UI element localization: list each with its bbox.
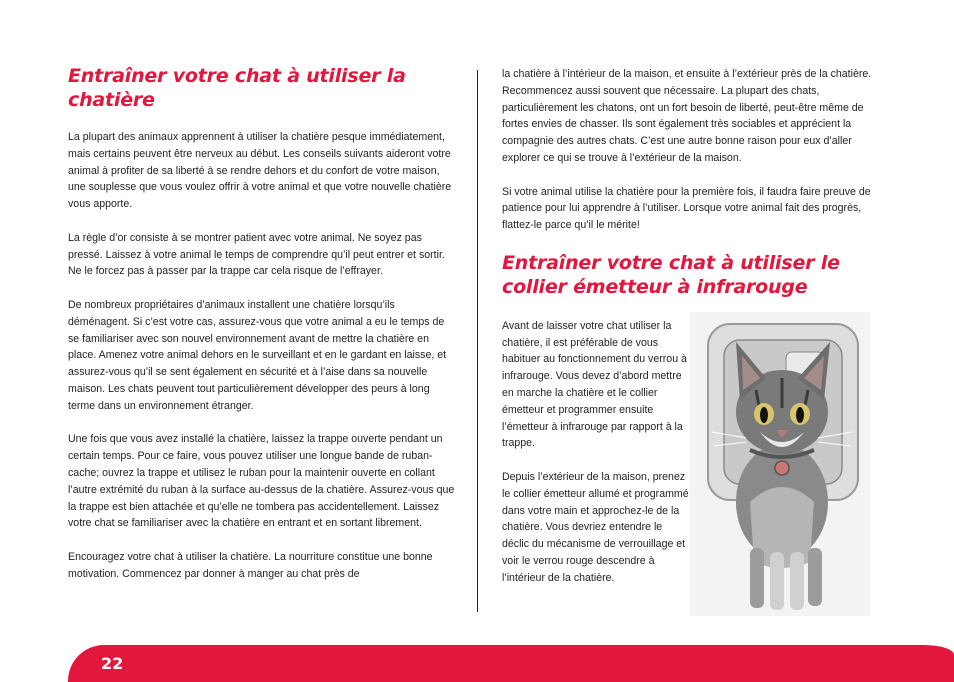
page-number: 22 (101, 654, 124, 673)
body-paragraph: La plupart des animaux apprennent à utiliser la chatière pesque immédiatement, mais certains peuvent être nerveux au début. Les conseils suivants aideront votre animal à profiter de sa liberté à se rendre dehors et du confort de votre maison, une souplesse que vous voulez offrir à votre animal et que votre nouvelle chatière vous apporte. (68, 131, 452, 211)
body-paragraph: La règle d’or consiste à se montrer patient avec votre animal. Ne soyez pas pressé. Laissez à votre animal le temps de comprendre qu’il peut entrer et sortir. Ne le forcez pas à passer par la trappe car cela risque de l’effrayer. (68, 231, 445, 278)
cat-figure-text (502, 318, 692, 587)
cat-figure-block (502, 318, 892, 587)
body-paragraph: la chatière à l’intérieur de la maison, et ensuite à l’extérieur près de la chatière. Recommencez aussi souvent que nécessaire. La plupart des chats, particulièrement les chatons, ont un fort besoin de liberté, peut-être même de fortes envies de chasser. Ils sont également très sociables et apprécient la compagnie des autres chats. C’est une autre bonne raison pour eux d’aller explorer ce qui se trouve à l’extérieur de la maison. (502, 68, 872, 164)
left-column (68, 64, 456, 599)
body-paragraph: Avant de laisser votre chat utiliser la chatière, il est préférable de vous habituer au fonctionnement du verrou à infrarouge. Vous devez d’abord mettre en marche la chatière et le collier émetteur et programmer ensuite l’émetteur à infrarouge par rapport à la trappe. (502, 319, 687, 450)
column-divider (477, 70, 478, 612)
body-paragraph: De nombreux propriétaires d’animaux installent une chatière lorsqu’ils déménagent. Si c’est votre cas, assurez-vous que votre animal a eu le temps de se familiariser avec son nouvel environnement avant de mettre la chatière en place. Amenez votre animal dehors en le surveillant et en le gardant en laisse, et assurez-vous qu’il se sent également en sécurité et à l’aise dans sa nouvelle maison. Les chats peuvent tout particulièrement développer des peurs à long terme dans un environnement étranger. (68, 298, 447, 412)
body-paragraph: Depuis l’extérieur de la maison, prenez le collier émetteur allumé et programmé dans votre main et approchez-le de la chatière. Vous devriez entendre le déclic du mécanisme de verrouillage et voir le verrou rouge descendre à l’intérieur de la chatière. (502, 470, 689, 584)
footer-band (68, 645, 954, 682)
body-paragraph: Une fois que vous avez installé la chatière, laissez la trappe ouverte pendant un certain temps. Pour ce faire, vous pouvez utiliser une longue bande de ruban-cache; ouvrez la trappe et utilisez le ruban pour la maintenir ouverte en collant l’autre extrémité du ruban à la surface au-dessus de la chatière. Assurez-vous que la trappe est bien attachée et qu’elle ne tombera pas accidentellement. Laissez votre chat se familiariser avec la chatière en entrant et en sortant librement. (68, 433, 455, 530)
right-column (502, 66, 892, 603)
cat-photo (690, 312, 870, 616)
section-heading-cat-flap: Entraîner votre chat à utiliser la chatière (68, 65, 406, 111)
section-heading-infrared-collar: Entraîner votre chat à utiliser le collier émetteur à infrarouge (502, 251, 840, 298)
body-paragraph: Si votre animal utilise la chatière pour la première fois, il faudra faire preuve de patience pour lui apprendre à l’utiliser. Lorsque votre animal fait des progrès, flattez-le parce qu’il le mérite! (502, 185, 871, 232)
body-paragraph: Encouragez votre chat à utiliser la chatière. La nourriture constitue une bonne motivation. Commencez par donner à manger au chat près de (68, 550, 433, 580)
collar-tag (775, 461, 789, 475)
